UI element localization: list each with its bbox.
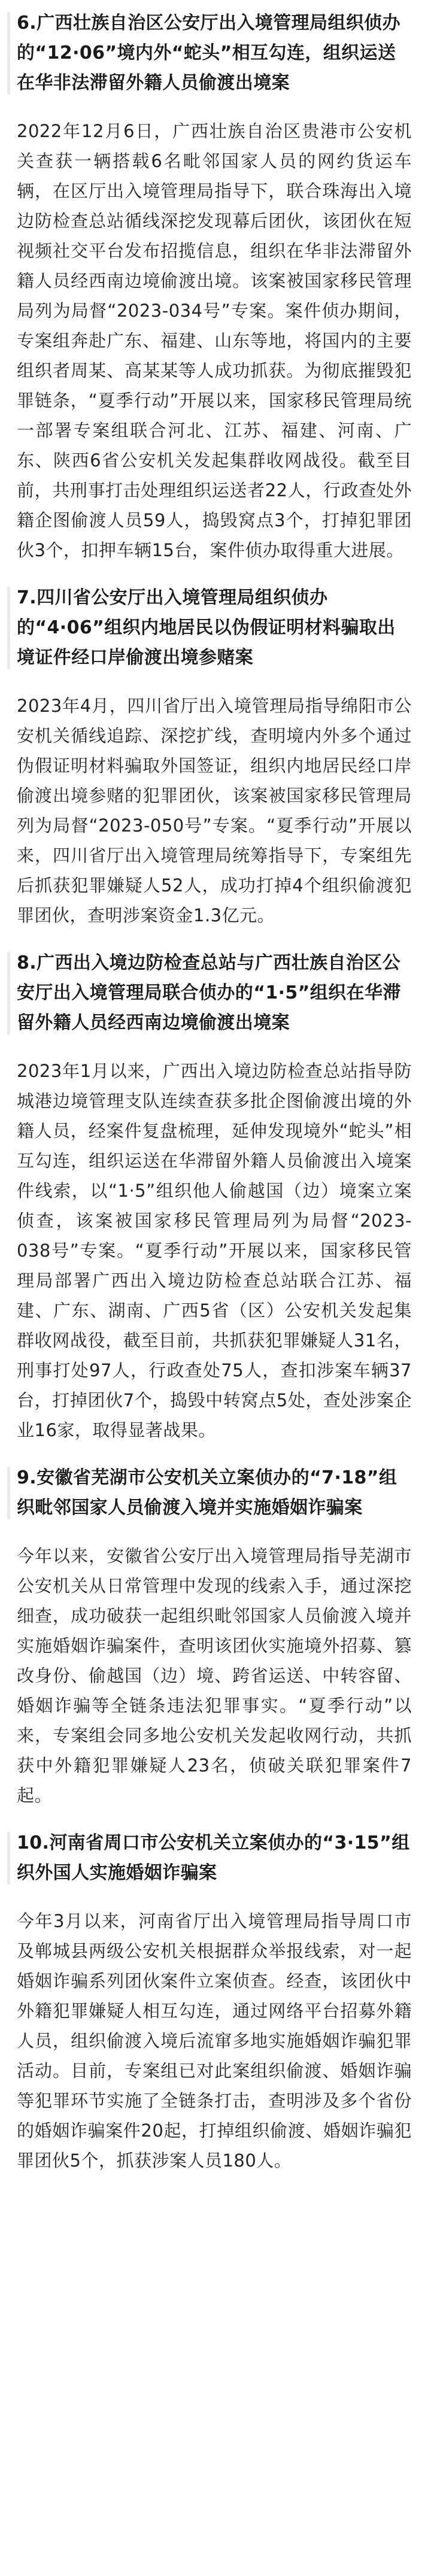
case-title — [17, 1828, 412, 1888]
title-rule — [7, 1832, 10, 1885]
case-10 — [17, 1828, 412, 2176]
case-paragraph: 2023年4月，四川省厅出入境管理局指导绵阳市公安机关循线追踪、深挖扩线，查明境内外多个通过伪假证明材料骗取外国签证，组织内地居民经口岸偷渡出境参赌的犯罪团伙，该案被国家移民管理局列为局督“2023-050号”专案。“夏季行动”开展以来，四川省厅出入境管理局统筹指导下，专案组先后抓获犯罪嫌疑人52人，成功打掉4个组织偷渡犯罪团伙，查明涉案资金1.3亿元。 — [17, 696, 412, 926]
case-paragraph: 2022年12月6日，广西壮族自治区贵港市公安机关查获一辆搭载6名毗邻国家人员的网约货运车辆，在区厅出入境管理局指导下，联合珠海出入境边防检查总站循线深挖发现幕后团伙，该团伙在短视频社交平台发布招揽信息，组织在华非法滞留外籍人员经西南边境偷渡出境。该案被国家移民管理局列为局督“2023-034号”专案。案件侦办期间，专案组奔赴广东、福建、山东等地，将国内的主要组织者周某、高某某等人成功抓获。为彻底摧毁犯罪链条，“夏季行动”开展以来，国家移民管理局统一部署专案组联合河北、江苏、福建、河南、广东、陕西6省公安机关发起集群收网战役。截至目前，共刑事打击处理组织运送者22人，行政查处外籍企图偷渡人员59人，捣毁窝点3个，打掉犯罪团伙3个，扣押车辆15台，案件侦办取得重大进展。 — [17, 121, 412, 560]
case-title — [17, 583, 412, 673]
title-rule — [7, 952, 10, 1034]
case-paragraph: 今年以来，安徽省公安厅出入境管理局指导芜湖市公安机关从日常管理中发现的线索入手，通过深挖细查，成功破获一起组织毗邻国家人员偷渡入境并实施婚姻诈骗案件，查明该团伙实施境外招募、篡改身份、偷越国（边）境、跨省运送、中转容留、婚姻诈骗等全链条违法犯罪事实。“夏季行动”以来，专案组会同多地公安机关发起收网行动，共抓获中外籍犯罪嫌疑人23名，侦破关联犯罪案件7起。 — [17, 1546, 412, 1806]
case-8 — [17, 948, 412, 1445]
case-title-text: 10.河南省周口市公安机关立案侦办的“3·15”组织外国人实施婚姻诈骗案 — [17, 1832, 410, 1883]
case-title-text: 8.广西出入境边防检查总站与广西壮族自治区公安厅出入境管理局联合侦办的“1·5”组织在华滞留外籍人员经西南边境偷渡出境案 — [17, 952, 401, 1033]
case-title — [17, 8, 412, 98]
case-paragraph: 2023年1月以来，广西出入境边防检查总站指导防城港边境管理支队连续查获多批企图偷渡出境的外籍人员，经案件复盘梳理，延伸发现境外“蛇头”相互勾连，组织运送在华滞留外籍人员偷渡出入境案件线索，以“1·5”组织他人偷越国（边）境案立案侦查，该案被国家移民管理局列为局督“2023-038号”专案。“夏季行动”开展以来，国家移民管理局部署广西出入境边防检查总站联合江苏、福建、广东、湖南、广西5省（区）公安机关发起集群收网战役，截至目前，共抓获犯罪嫌疑人31名，刑事打处97人，行政查处75人，查扣涉案车辆37台，打掉团伙7个，捣毁中转窝点5处，查处涉案企业16家，取得显著战果。 — [17, 1061, 412, 1440]
case-7 — [17, 583, 412, 930]
title-rule — [7, 587, 10, 669]
title-rule — [7, 1467, 10, 1519]
case-paragraph: 今年3月以来，河南省厅出入境管理局指导周口市及郸城县两级公安机关根据群众举报线索，对一起婚姻诈骗系列团伙案件立案侦查。经查，该团伙中外籍犯罪嫌疑人相互勾连，通过网络平台招募外籍人员，组织偷渡入境后流窜多地实施婚姻诈骗犯罪活动。目前，专案组已对此案组织偷渡、婚姻诈骗等犯罪环节实施了全链条打击，查明涉及多个省份的婚姻诈骗案件20起，打掉组织偷渡、婚姻诈骗犯罪团伙5个，抓获涉案人员180人。 — [17, 1911, 412, 2171]
title-rule — [7, 12, 10, 95]
case-title-text: 6.广西壮族自治区公安厅出入境管理局组织侦办的“12·06”境内外“蛇头”相互勾连，组织运送在华非法滞留外籍人员偷渡出境案 — [17, 13, 401, 93]
case-title-text: 7.四川省公安厅出入境管理局组织侦办的“4·06”组织内地居民以伪假证明材料骗取出境证件经口岸偷渡出境参赌案 — [17, 587, 396, 668]
case-title-text: 9.安徽省芜湖市公安机关立案侦办的“7·18”组织毗邻国家人员偷渡入境并实施婚姻诈骗案 — [17, 1467, 397, 1518]
case-title — [17, 948, 412, 1038]
case-9 — [17, 1463, 412, 1810]
case-6 — [17, 8, 412, 565]
case-title — [17, 1463, 412, 1523]
